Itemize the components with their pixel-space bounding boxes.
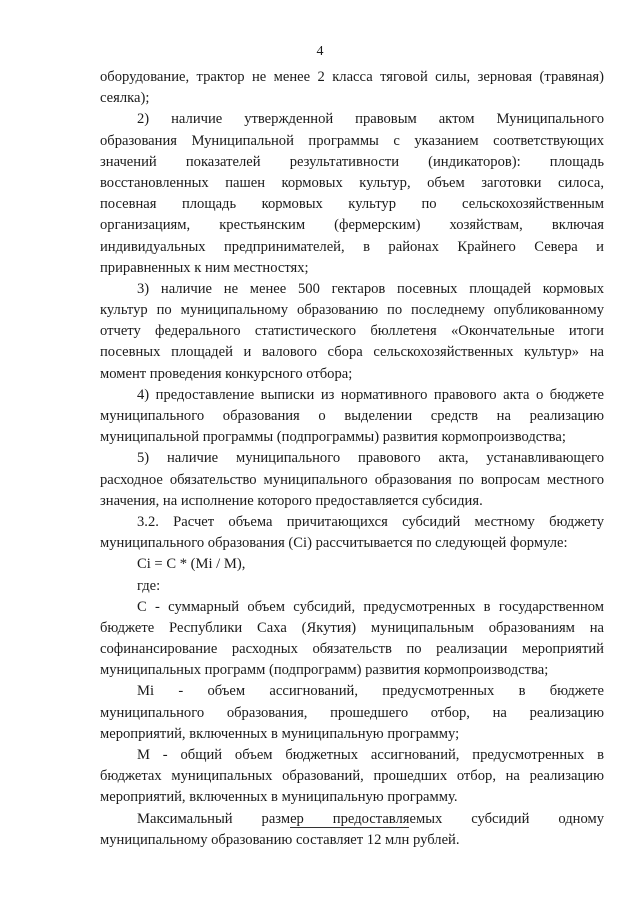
text-line: культур по муниципальному образованию по последнему опубликованному bbox=[100, 302, 604, 319]
text-line: Mi - объем ассигнований, предусмотренных в бюджете bbox=[137, 683, 604, 700]
text-line: посевная площадь кормовых культур по сельскохозяйственным bbox=[100, 196, 604, 213]
text-line: муниципального образования о выделении средств на реализацию bbox=[100, 408, 604, 424]
text-line: софинансирование расходных обязательств по реализации мероприятий bbox=[100, 641, 604, 658]
text-line: образования Муниципальной программы с указанием соответствующих bbox=[100, 132, 604, 149]
text-line: муниципальному образованию составляет 12 млн рублей. bbox=[100, 831, 460, 848]
text-line: организациям, крестьянским (фермерским) хозяйствам, включая bbox=[100, 217, 604, 234]
document-body bbox=[100, 67, 604, 851]
text-line: 4) предоставление выписки из нормативного правового акта о бюджете bbox=[137, 386, 604, 403]
page-number: 4 bbox=[316, 44, 324, 59]
text-line: бюджетах муниципальных образований, прошедших отбор, на реализацию bbox=[100, 768, 604, 785]
text-line: 3.2. Расчет объема причитающихся субсидий местному бюджету bbox=[137, 513, 604, 530]
text-line: значений показателей результативности (индикаторов): площадь bbox=[100, 153, 604, 170]
text-line: муниципальных программ (подпрограмм) развития кормопроизводства; bbox=[100, 662, 549, 679]
text-line: муниципального образования, прошедшего отбор, на реализацию bbox=[100, 704, 604, 721]
text-line: где: bbox=[137, 577, 161, 594]
text-line: посевных площадей и валового сбора сельскохозяйственных культур» на bbox=[100, 344, 604, 361]
footer-divider bbox=[290, 827, 409, 828]
text-line: значения, на исполнение которого предоставляется субсидия. bbox=[100, 492, 483, 509]
text-line: M - общий объем бюджетных ассигнований, предусмотренных в bbox=[137, 747, 604, 763]
text-line: восстановленных пашен кормовых культур, объем заготовки силоса, bbox=[100, 174, 604, 191]
text-line: 2) наличие утвержденной правовым актом Муниципального bbox=[137, 111, 604, 128]
text-line: 3) наличие не менее 500 гектаров посевных площадей кормовых bbox=[137, 280, 604, 297]
text-line: муниципальной программы (подпрограммы) развития кормопроизводства; bbox=[100, 429, 566, 446]
text-line: расходное обязательство муниципального образования по вопросам местного bbox=[100, 471, 604, 488]
text-line: сеялка); bbox=[100, 90, 150, 107]
text-line: мероприятий, включенных в муниципальную программу. bbox=[100, 789, 458, 806]
text-line: Максимальный размер предоставляемых субсидий одному bbox=[137, 810, 604, 827]
text-line: оборудование, трактор не менее 2 класса тяговой силы, зерновая (травяная) bbox=[100, 69, 604, 85]
text-line: бюджете Республики Саха (Якутия) муниципальным образованиям на bbox=[100, 619, 604, 636]
text-line: отчету федерального статистического бюллетеня «Окончательные итоги bbox=[100, 323, 604, 340]
text-line: Ci = C * (Mi / M), bbox=[137, 556, 246, 573]
text-line: индивидуальных предпринимателей, в районах Крайнего Севера и bbox=[100, 238, 604, 255]
text-line: муниципального образования (Ci) рассчитывается по следующей формуле: bbox=[100, 535, 568, 552]
text-line: момент проведения конкурсного отбора; bbox=[100, 365, 353, 382]
text-line: мероприятий, включенных в муниципальную программу; bbox=[100, 725, 460, 742]
text-line: C - суммарный объем субсидий, предусмотренных в государственном bbox=[137, 598, 604, 615]
text-line: 5) наличие муниципального правового акта, устанавливающего bbox=[137, 450, 604, 467]
text-line: приравненных к ним местностях; bbox=[100, 259, 309, 276]
